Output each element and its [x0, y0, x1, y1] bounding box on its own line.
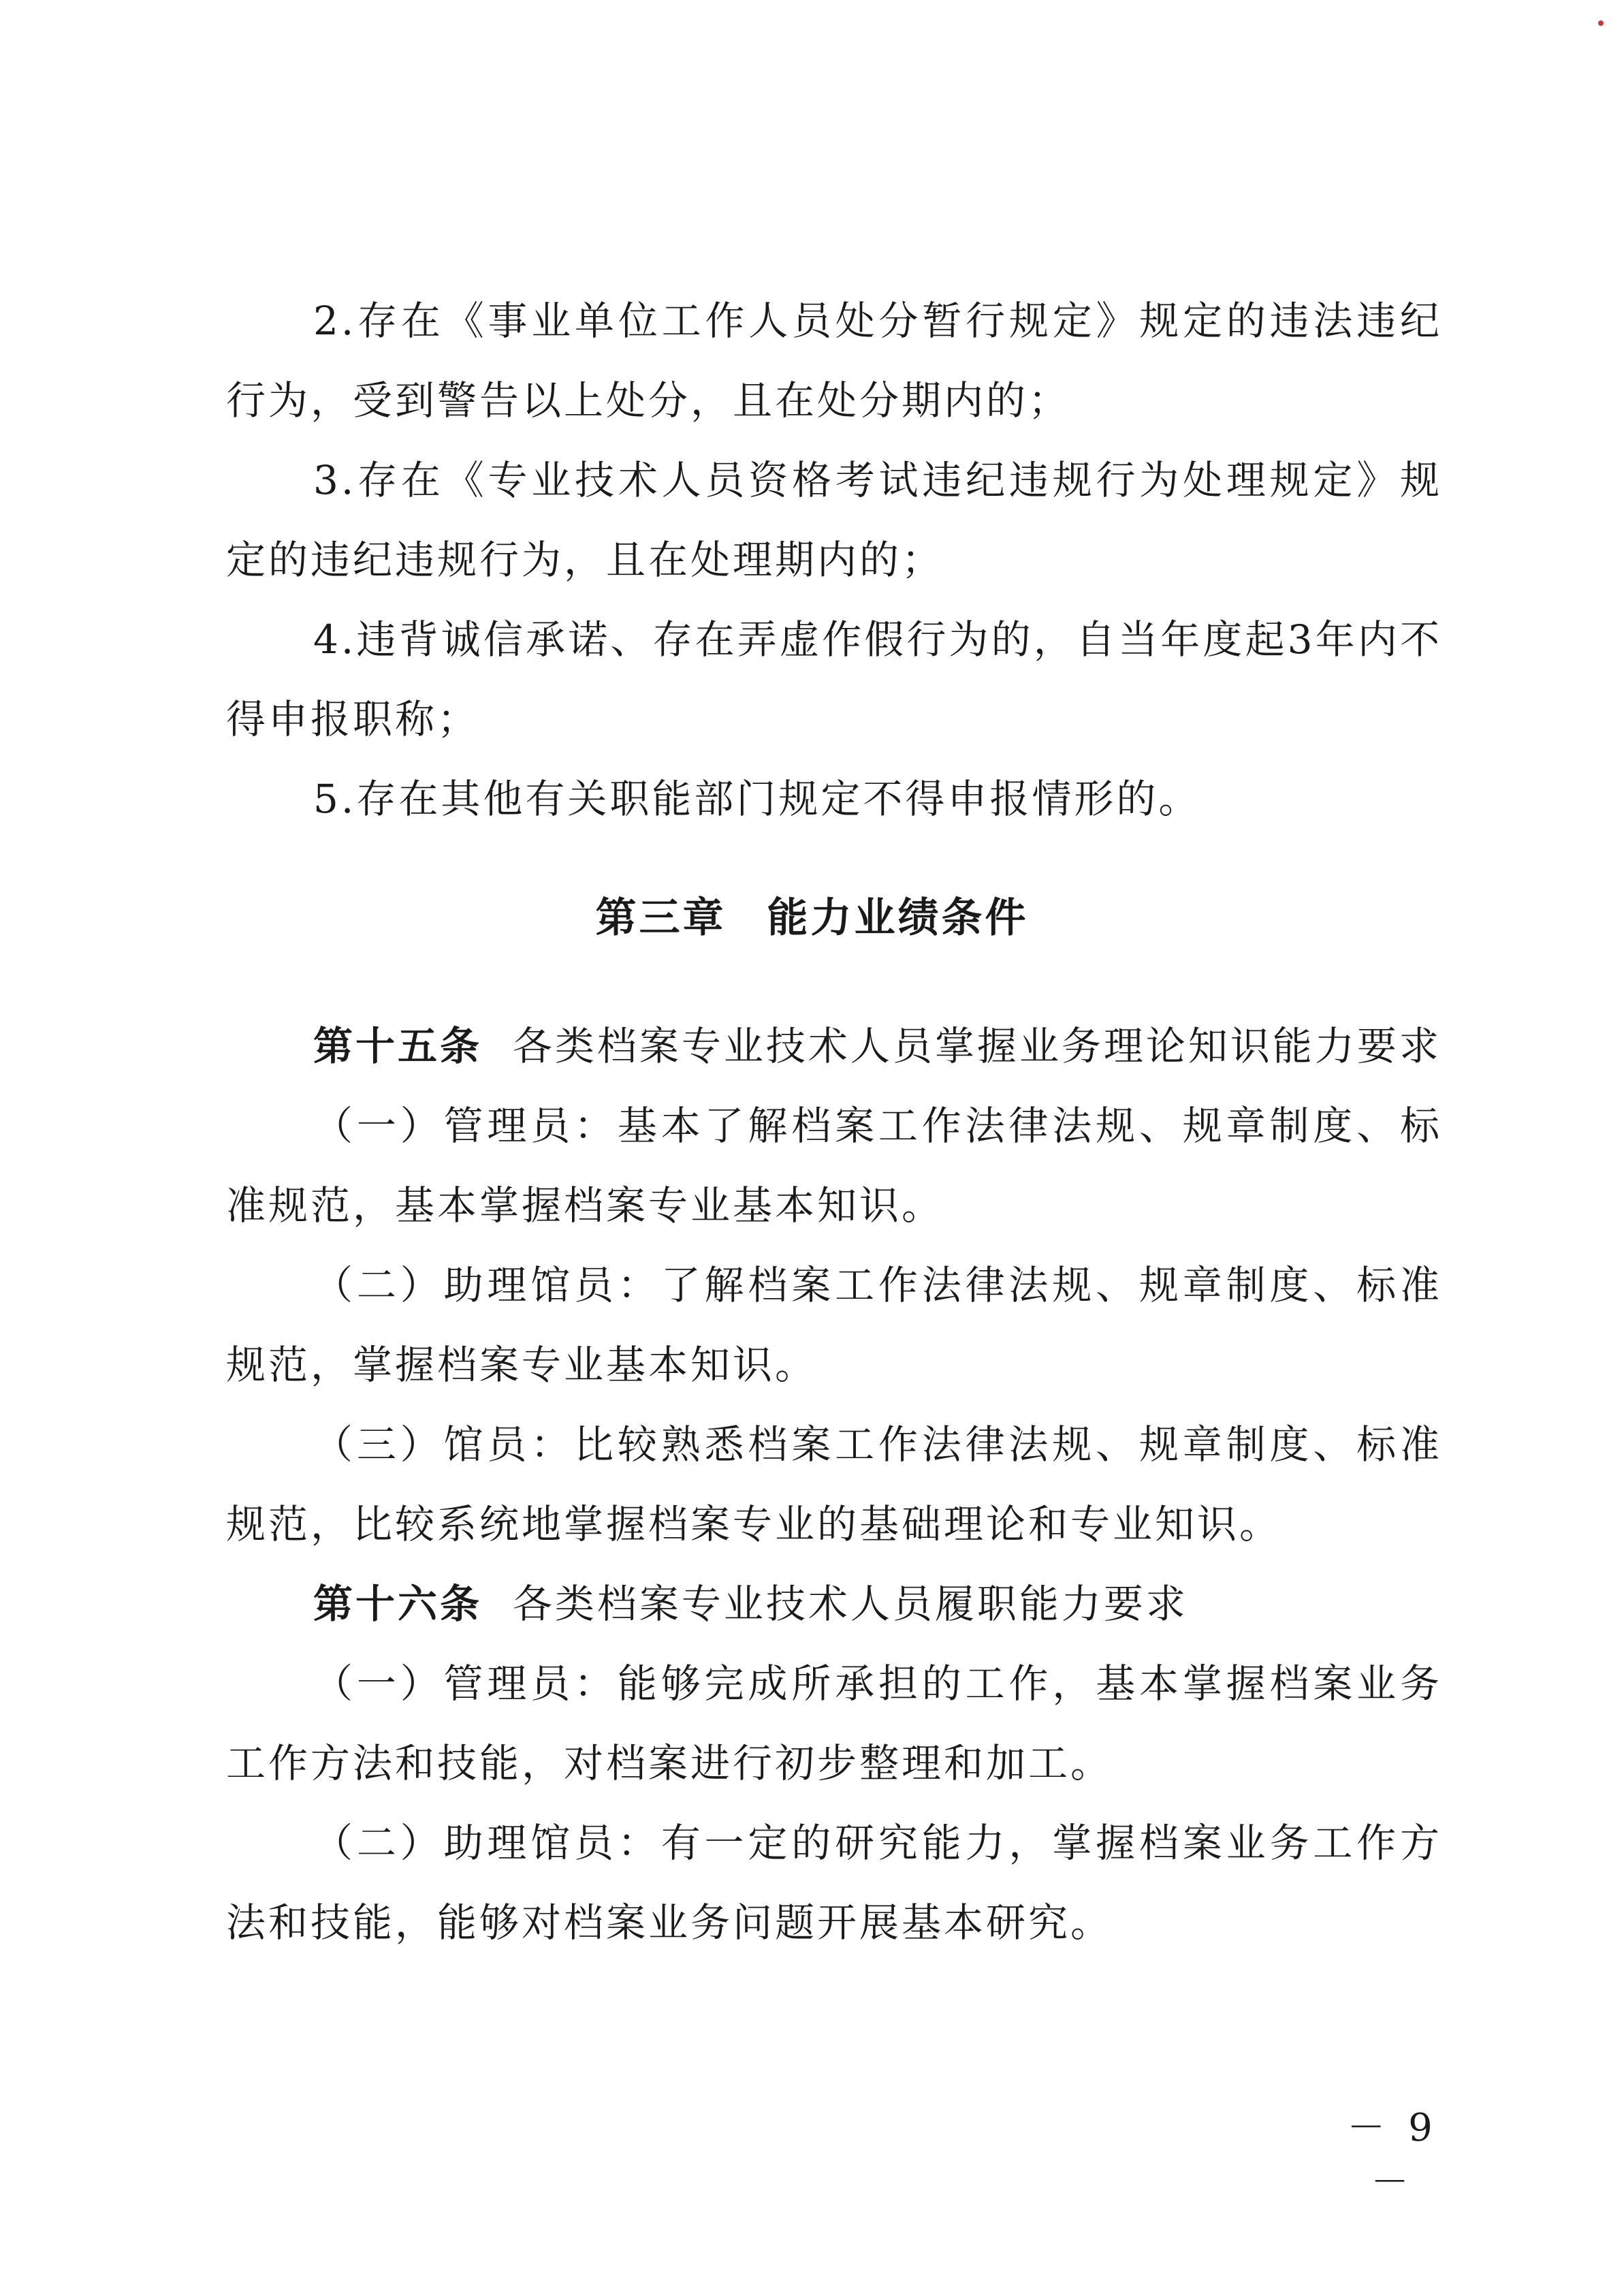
list-item: （二）助理馆员：了解档案工作法律法规、规章制度、标准规范，掌握档案专业基本知识。 — [226, 1262, 1442, 1388]
list-item: 5.存在其他有关职能部门规定不得申报情形的。 — [313, 776, 1201, 822]
list-item: （二）助理馆员：有一定的研究能力，掌握档案业务工作方法和技能，能够对档案业务问题开展基本研究。 — [226, 1820, 1442, 1946]
article-label: 第十五条 — [313, 1023, 483, 1069]
list-item: （三）馆员：比较熟悉档案工作法律法规、规章制度、标准规范，比较系统地掌握档案专业的基础理论和专业知识。 — [226, 1421, 1442, 1547]
chapter-title: 能力业绩条件 — [767, 894, 1029, 942]
list-item: （一）管理员：能够完成所承担的工作，基本掌握档案业务工作方法和技能，对档案进行初步整理和加工。 — [226, 1660, 1442, 1786]
chapter-heading — [0, 885, 1624, 944]
article-text: 各类档案专业技术人员履职能力要求 — [512, 1581, 1188, 1627]
article-label: 第十六条 — [313, 1581, 483, 1627]
list-item: （一）管理员：基本了解档案工作法律法规、规章制度、标准规范，基本掌握档案专业基本知识。 — [226, 1103, 1442, 1229]
article-text: 各类档案专业技术人员掌握业务理论知识能力要求 — [512, 1023, 1442, 1069]
list-item: 3.存在《专业技术人员资格考试违纪违规行为处理规定》规定的违纪违规行为，且在处理期内的； — [226, 457, 1442, 583]
list-item: 4.违背诚信承诺、存在弄虚作假行为的，自当年度起3年内不得申报职称； — [226, 616, 1442, 742]
disqualification-list — [226, 281, 1442, 839]
page-number: － 9 － — [1347, 2106, 1438, 2205]
chapter-number: 第三章 — [595, 894, 727, 942]
article-16-heading — [226, 1564, 1442, 1644]
scan-mark — [1598, 20, 1604, 26]
article-15-heading — [226, 1007, 1442, 1086]
list-item: 2.存在《事业单位工作人员处分暂行规定》规定的违法违纪行为，受到警告以上处分，且在处分期内的； — [226, 298, 1442, 424]
articles-block — [226, 1007, 1442, 1963]
